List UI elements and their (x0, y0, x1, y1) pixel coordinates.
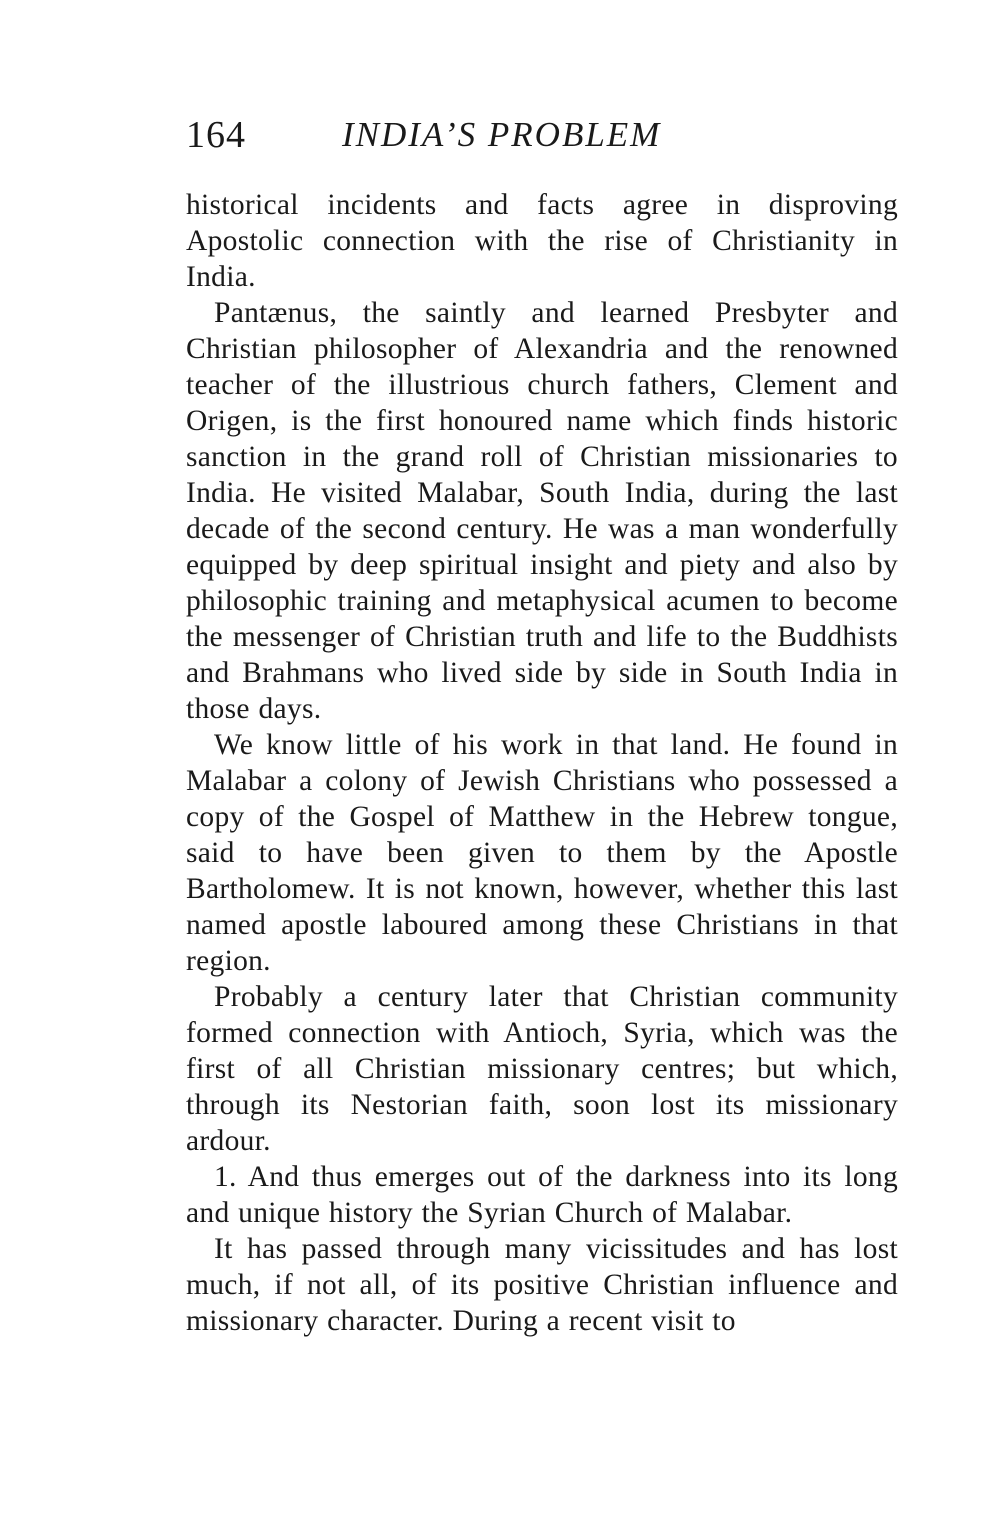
paragraph-continuation: historical incidents and facts agree in disproving Apostolic connection with the rise of Christianity in India. (186, 189, 898, 293)
running-title: INDIA’S PROBLEM (342, 115, 662, 154)
paragraph-vicissitudes: It has passed through many vicissitudes and has lost much, if not all, of its positive Christian influence and missionary character. During a recent visit to (186, 1233, 898, 1337)
page-number: 164 (186, 114, 246, 156)
running-head (186, 108, 898, 162)
paragraph-syrian-church: 1. And thus emerges out of the darkness into its long and unique history the Syrian Church of Malabar. (186, 1161, 898, 1229)
paragraph-antioch: Probably a century later that Christian community formed connection with Antioch, Syria, which was the first of all Christian missionary centres; but which, through its Nestorian faith, soon lost its missionary ardour. (186, 981, 898, 1157)
paragraph-malabar-work: We know little of his work in that land. He found in Malabar a colony of Jewish Christians who possessed a copy of the Gospel of Matthew in the Hebrew tongue, said to have been given to them by the Apostle Bartholomew. It is not known, however, whether this last named apostle laboured among these Christians in that region. (186, 729, 898, 977)
body-text (186, 187, 898, 1339)
paragraph-pantaenus: Pantænus, the saintly and learned Presbyter and Christian philosopher of Alexandria and the renowned teacher of the illustrious church fathers, Clement and Origen, is the first honoured name which finds historic sanction in the grand roll of Christian missionaries to India. He visited Malabar, South India, during the last decade of the second century. He was a man wonderfully equipped by deep spiritual insight and piety and also by philosophic training and metaphysical acumen to become the messenger of Christian truth and life to the Buddhists and Brahmans who lived side by side in South India in those days. (186, 297, 898, 725)
